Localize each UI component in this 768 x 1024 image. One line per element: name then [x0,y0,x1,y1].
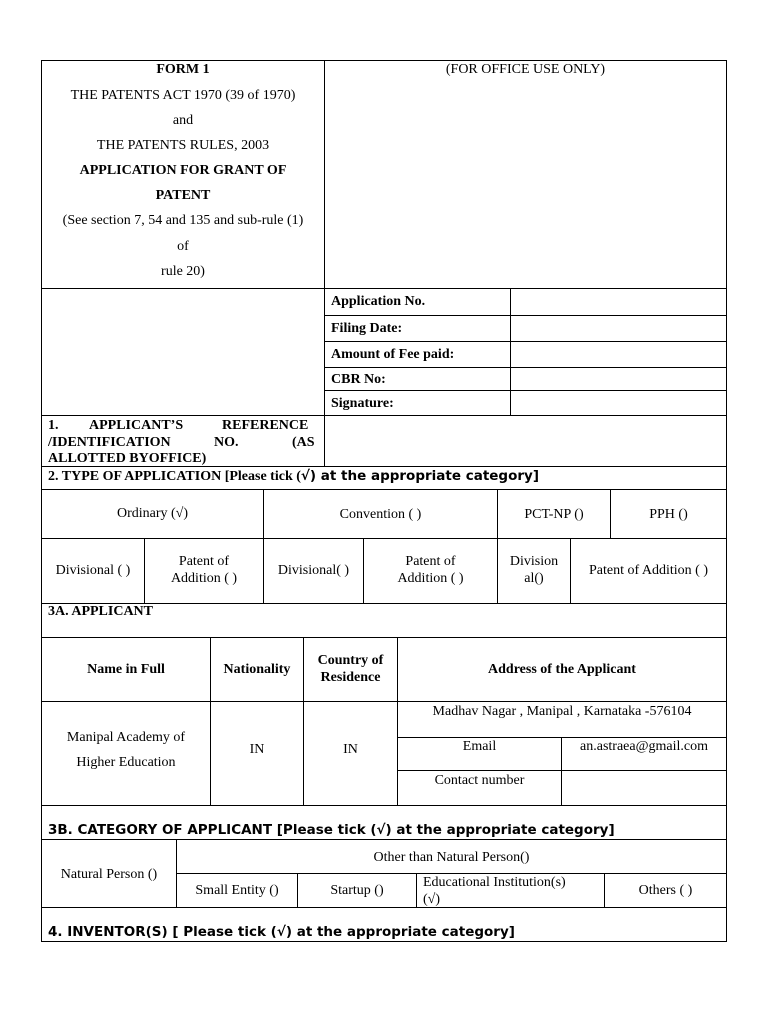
application-no-field[interactable] [511,289,726,315]
section-2-heading: 2. TYPE OF APPLICATION [Please tick (√) at the appropriate category] [48,468,539,484]
email-value: an.astraea@gmail.com [580,739,708,754]
application-no-label: Application No. [331,294,426,309]
ref-line2-no: NO. [214,435,239,450]
ref-line1-reference: REFERENCE [222,418,309,433]
section-4-heading: 4. INVENTOR(S) [ Please tick (√) at the appropriate category] [48,924,515,940]
contact-number-label: Contact number [434,773,525,788]
header-and: and [172,113,194,128]
option-pct-np[interactable]: PCT-NP () [524,507,584,522]
option-divisional-2[interactable]: Divisional( ) [277,563,350,578]
ref-line1-num: 1. [48,418,59,433]
contact-number-field[interactable] [562,771,726,805]
option-patent-of-addition-3[interactable]: Patent of Addition ( ) [589,563,708,578]
option-natural-person[interactable]: Natural Person () [60,867,158,882]
form-title-line1: APPLICATION FOR GRANT OF [79,163,287,178]
ref-line3-allotted: ALLOTTED BYOFFICE) [48,451,207,466]
filing-date-field[interactable] [511,316,726,341]
section-3a-heading: 3A. APPLICANT [48,604,154,619]
option-ordinary[interactable]: Ordinary (√) [116,506,189,521]
form-number: FORM 1 [156,62,210,77]
signature-label: Signature: [331,396,394,411]
option-startup[interactable]: Startup () [330,883,384,898]
see-section-line2: of [177,239,189,254]
col-name-in-full: Name in Full [87,662,165,677]
email-label: Email [462,739,497,754]
applicant-name-line2: Higher Education [76,755,176,770]
applicant-nationality: IN [249,742,265,757]
option-pph[interactable]: PPH () [649,507,688,522]
ref-line1-applicants: APPLICANT’S [89,418,184,433]
applicant-address: Madhav Nagar , Manipal , Karnataka -576104 [432,704,692,719]
other-than-natural-person-label[interactable]: Other than Natural Person() [373,850,530,865]
option-others[interactable]: Others ( ) [638,883,693,898]
ref-line2-identification: /IDENTIFICATION [48,435,171,450]
see-section-line1: (See section 7, 54 and 135 and sub-rule (1) [62,213,304,228]
reference-number-field[interactable] [325,416,726,466]
fee-paid-label: Amount of Fee paid: [331,347,455,362]
option-convention[interactable]: Convention ( ) [339,507,422,522]
applicant-country: IN [343,742,358,757]
patents-rules: THE PATENTS RULES, 2003 [96,138,270,153]
ref-line2-as: (AS [292,435,315,450]
see-section-line3: rule 20) [161,264,205,279]
cbr-no-field[interactable] [511,368,726,390]
option-divisional-1[interactable]: Divisional ( ) [55,563,131,578]
applicant-name-line1: Manipal Academy of [66,730,186,745]
col-country-line1: Country of [317,653,384,668]
option-small-entity[interactable]: Small Entity () [195,883,279,898]
col-country-line2: Residence [320,670,381,685]
cbr-no-label: CBR No: [331,372,386,387]
fee-paid-field[interactable] [511,342,726,367]
filing-date-label: Filing Date: [331,321,403,336]
form-title-line2: PATENT [155,188,211,203]
signature-field[interactable] [511,391,726,415]
col-nationality: Nationality [223,662,291,677]
office-use-only-label: (FOR OFFICE USE ONLY) [445,62,606,77]
patents-act: THE PATENTS ACT 1970 (39 of 1970) [70,88,296,103]
col-address: Address of the Applicant [488,662,636,677]
section-3b-heading: 3B. CATEGORY OF APPLICANT [Please tick (√) at the appropriate category] [48,822,615,838]
